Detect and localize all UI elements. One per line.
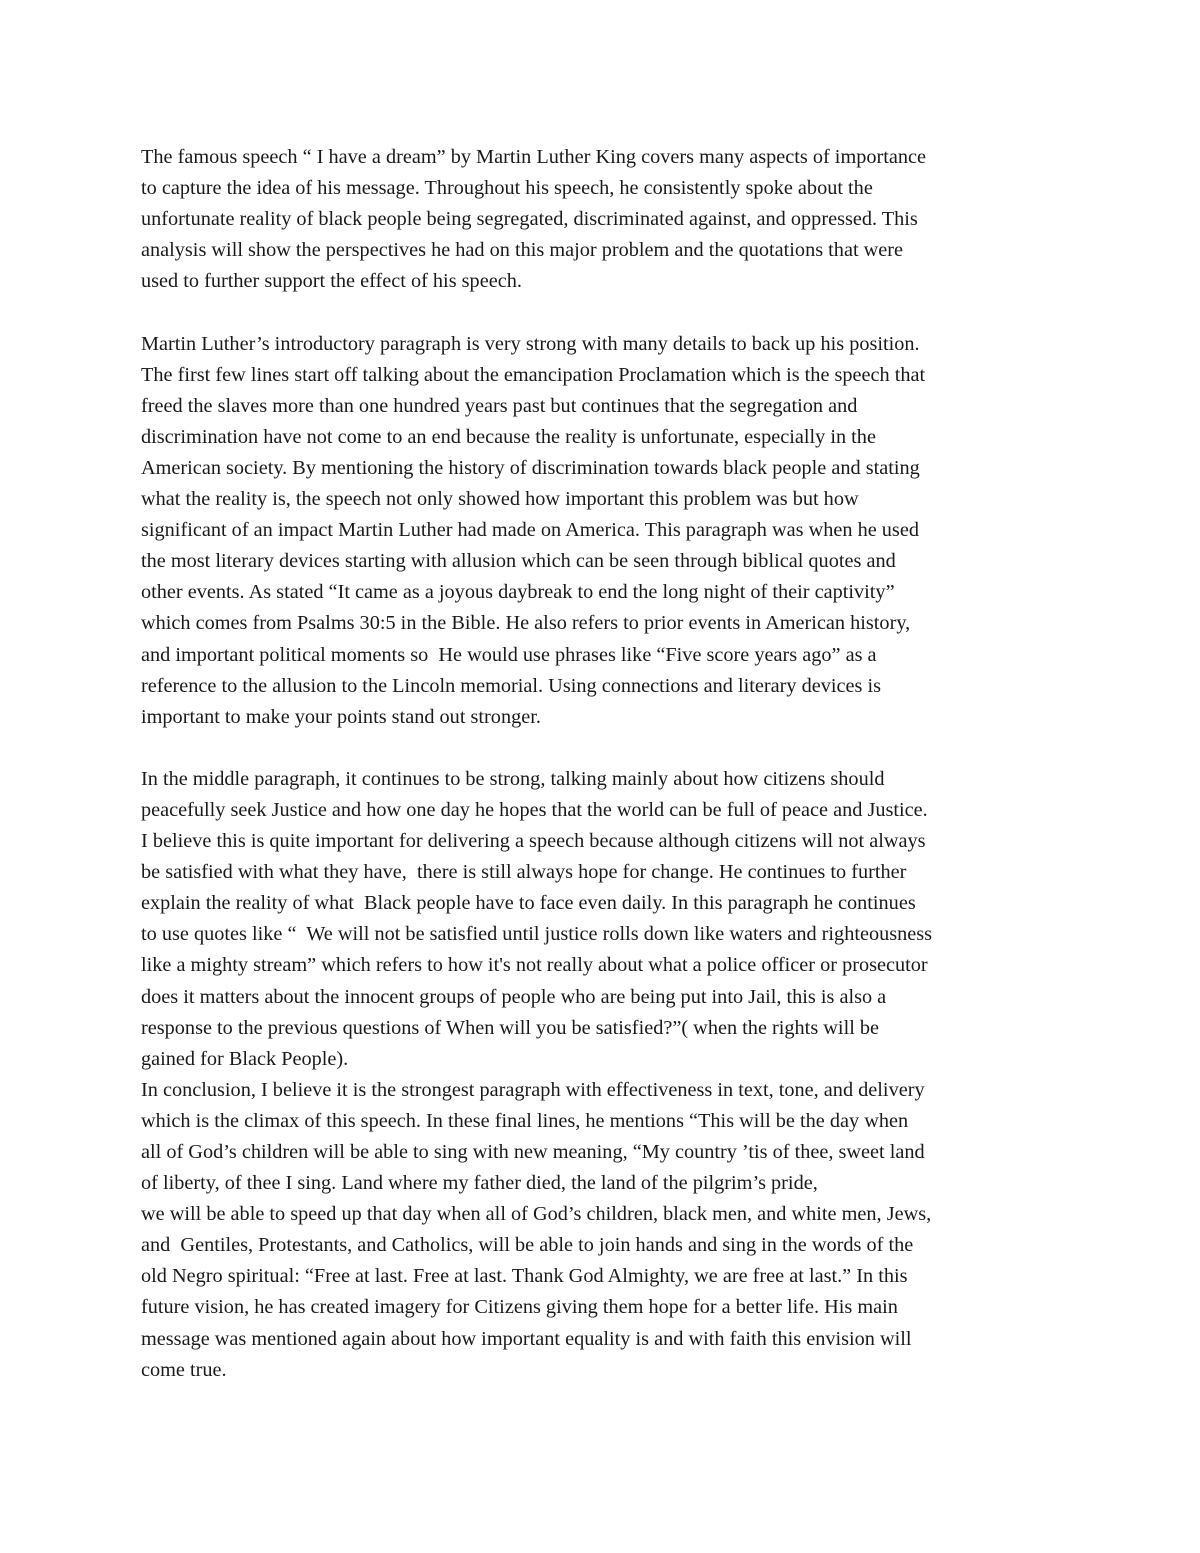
text-line: used to further support the effect of his speech. xyxy=(141,270,522,293)
text-line: important to make your points stand out stronger. xyxy=(141,705,541,728)
text-line: what the reality is, the speech not only showed how important this problem was but how xyxy=(141,488,859,511)
paragraph-middle-and-conclusion xyxy=(141,764,1071,1386)
text-line: and Gentiles, Protestants, and Catholics, will be able to join hands and sing in the words of the xyxy=(141,1234,914,1257)
text-line: The famous speech “ I have a dream” by Martin Luther King covers many aspects of importance xyxy=(141,146,927,168)
text-line: come true. xyxy=(141,1358,227,1381)
text-line: peacefully seek Justice and how one day he hopes that the world can be full of peace and Justice. xyxy=(141,798,928,821)
text-line: does it matters about the innocent groups of people who are being put into Jail, this is also a xyxy=(141,985,887,1008)
text-line: to use quotes like “ We will not be satisfied until justice rolls down like waters and righteousness xyxy=(141,923,933,946)
text-line: which comes from Psalms 30:5 in the Bible. He also refers to prior events in American history, xyxy=(141,612,911,635)
text-line: reference to the allusion to the Lincoln memorial. Using connections and literary devices is xyxy=(141,674,882,697)
text-line: response to the previous questions of When will you be satisfied?”( when the rights will be xyxy=(141,1016,880,1039)
text-line: I believe this is quite important for delivering a speech because although citizens will not always xyxy=(141,830,926,853)
text-line: we will be able to speed up that day when all of God’s children, black men, and white men, Jews, xyxy=(141,1203,932,1226)
paragraph-spacer xyxy=(141,733,1071,764)
text-line: analysis will show the perspectives he had on this major problem and the quotations that were xyxy=(141,239,904,262)
text-line: of liberty, of thee I sing. Land where my father died, the land of the pilgrim’s pride, xyxy=(141,1172,818,1195)
text-line: old Negro spiritual: “Free at last. Free at last. Thank God Almighty, we are free at last.” In this xyxy=(141,1265,908,1288)
text-line: American society. By mentioning the history of discrimination towards black people and stating xyxy=(141,456,920,479)
text-line: message was mentioned again about how important equality is and with faith this envision will xyxy=(141,1327,912,1350)
document-body xyxy=(141,142,1071,1386)
text-line: unfortunate reality of black people being segregated, discriminated against, and oppressed. This xyxy=(141,208,918,231)
text-line: be satisfied with what they have, there is still always hope for change. He continues to further xyxy=(141,861,907,884)
text-line: In the middle paragraph, it continues to be strong, talking mainly about how citizens should xyxy=(141,767,885,790)
text-line: which is the climax of this speech. In these final lines, he mentions “This will be the day when xyxy=(141,1109,909,1132)
text-line: like a mighty stream” which refers to how it's not really about what a police officer or prosecutor xyxy=(141,954,928,977)
text-line: future vision, he has created imagery for Citizens giving them hope for a better life. His main xyxy=(141,1296,898,1319)
text-line: and important political moments so He would use phrases like “Five score years ago” as a xyxy=(141,643,877,666)
text-line: The first few lines start off talking about the emancipation Proclamation which is the speech that xyxy=(141,363,926,386)
text-line: freed the slaves more than one hundred years past but continues that the segregation and xyxy=(141,394,858,417)
paragraph-spacer xyxy=(141,297,1071,328)
paragraph-introductory-analysis xyxy=(141,329,1071,733)
text-line: Martin Luther’s introductory paragraph is very strong with many details to back up his position. xyxy=(141,332,920,355)
text-line: the most literary devices starting with allusion which can be seen through biblical quotes and xyxy=(141,550,896,573)
text-line: significant of an impact Martin Luther had made on America. This paragraph was when he used xyxy=(141,519,919,542)
text-line: gained for Black People). xyxy=(141,1047,349,1070)
text-line: to capture the idea of his message. Throughout his speech, he consistently spoke about the xyxy=(141,177,873,200)
text-line: all of God’s children will be able to sing with new meaning, “My country ’tis of thee, sweet land xyxy=(141,1141,925,1163)
text-line: other events. As stated “It came as a joyous daybreak to end the long night of their captivity” xyxy=(141,581,895,604)
text-line: explain the reality of what Black people have to face even daily. In this paragraph he continues xyxy=(141,892,916,915)
paragraph-introduction xyxy=(141,142,1071,297)
text-line: discrimination have not come to an end because the reality is unfortunate, especially in the xyxy=(141,425,876,448)
text-line: In conclusion, I believe it is the strongest paragraph with effectiveness in text, tone, and delivery xyxy=(141,1078,925,1101)
